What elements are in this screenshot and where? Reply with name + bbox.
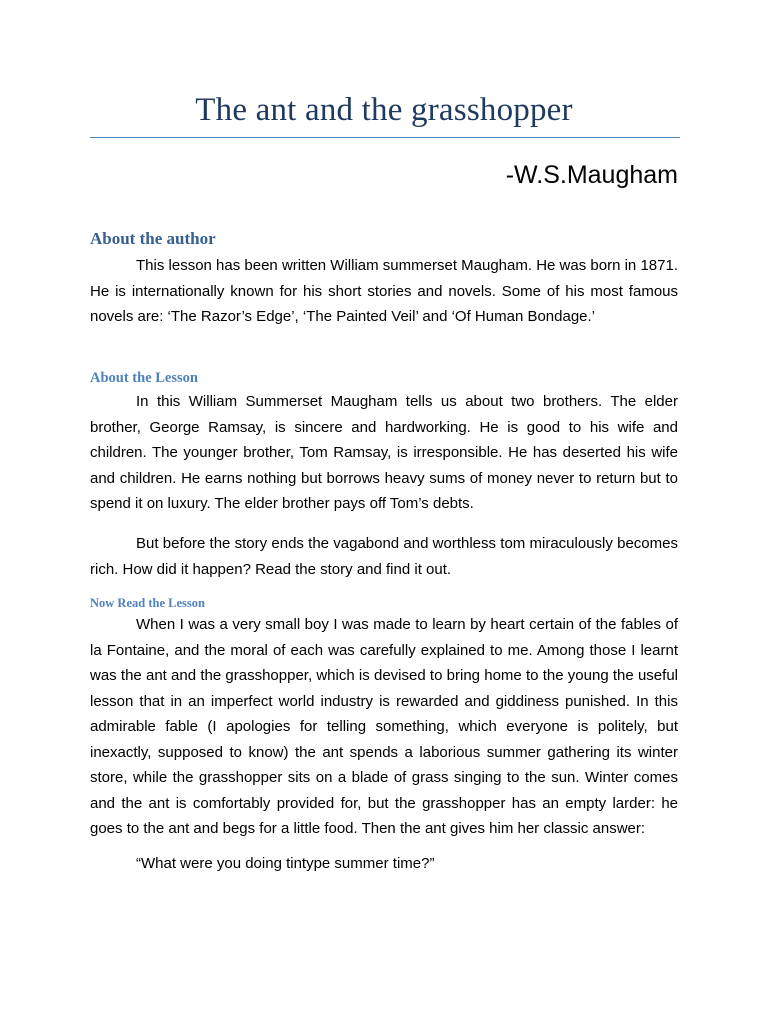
about-author-paragraph: This lesson has been written William summerset Maugham. He was born in 1871. He is internationally known for his short stories and novels. Some of his most famous novels are: ‘The Razor’s Edge’, ‘The Painted Veil’ and ‘Of Human Bondage.’: [90, 257, 678, 325]
author-byline: -W.S.Maugham: [505, 161, 678, 189]
about-lesson-paragraph-2: But before the story ends the vagabond and worthless tom miraculously becomes rich. How did it happen? Read the story and find it out.: [90, 535, 678, 578]
about-author-heading: About the author: [90, 229, 216, 248]
about-lesson-heading: About the Lesson: [90, 370, 198, 386]
read-lesson-heading: Now Read the Lesson: [90, 596, 205, 610]
document-title: The ant and the grasshopper: [195, 92, 573, 128]
ant-quote: “What were you doing tintype summer time?”: [136, 855, 435, 872]
title-underline-divider: [90, 137, 680, 138]
about-lesson-paragraph-1: In this William Summerset Maugham tells us about two brothers. The elder brother, George Ramsay, is sincere and hardworking. He is good to his wife and children. The younger brother, Tom Ramsay, is irresponsible. He has deserted his wife and children. He earns nothing but borrows heavy sums of money never to return but to spend it on luxury. The elder brother pays off Tom’s debts.: [90, 393, 678, 512]
read-lesson-paragraph: When I was a very small boy I was made to learn by heart certain of the fables of la Fontaine, and the moral of each was carefully explained to me. Among those I learnt was the ant and the grasshopper, which is devised to bring home to the young the useful lesson that in an imperfect world industry is rewarded and giddiness punished. In this admirable fable (I apologies for telling something, which everyone is politely, but inexactly, supposed to know) the ant spends a laborious summer gathering its winter store, while the grasshopper sits on a blade of grass singing to the sun. Winter comes and the ant is comfortably provided for, but the grasshopper has an empty larder: he goes to the ant and begs for a little food. Then the ant gives him her classic answer:: [90, 616, 678, 837]
